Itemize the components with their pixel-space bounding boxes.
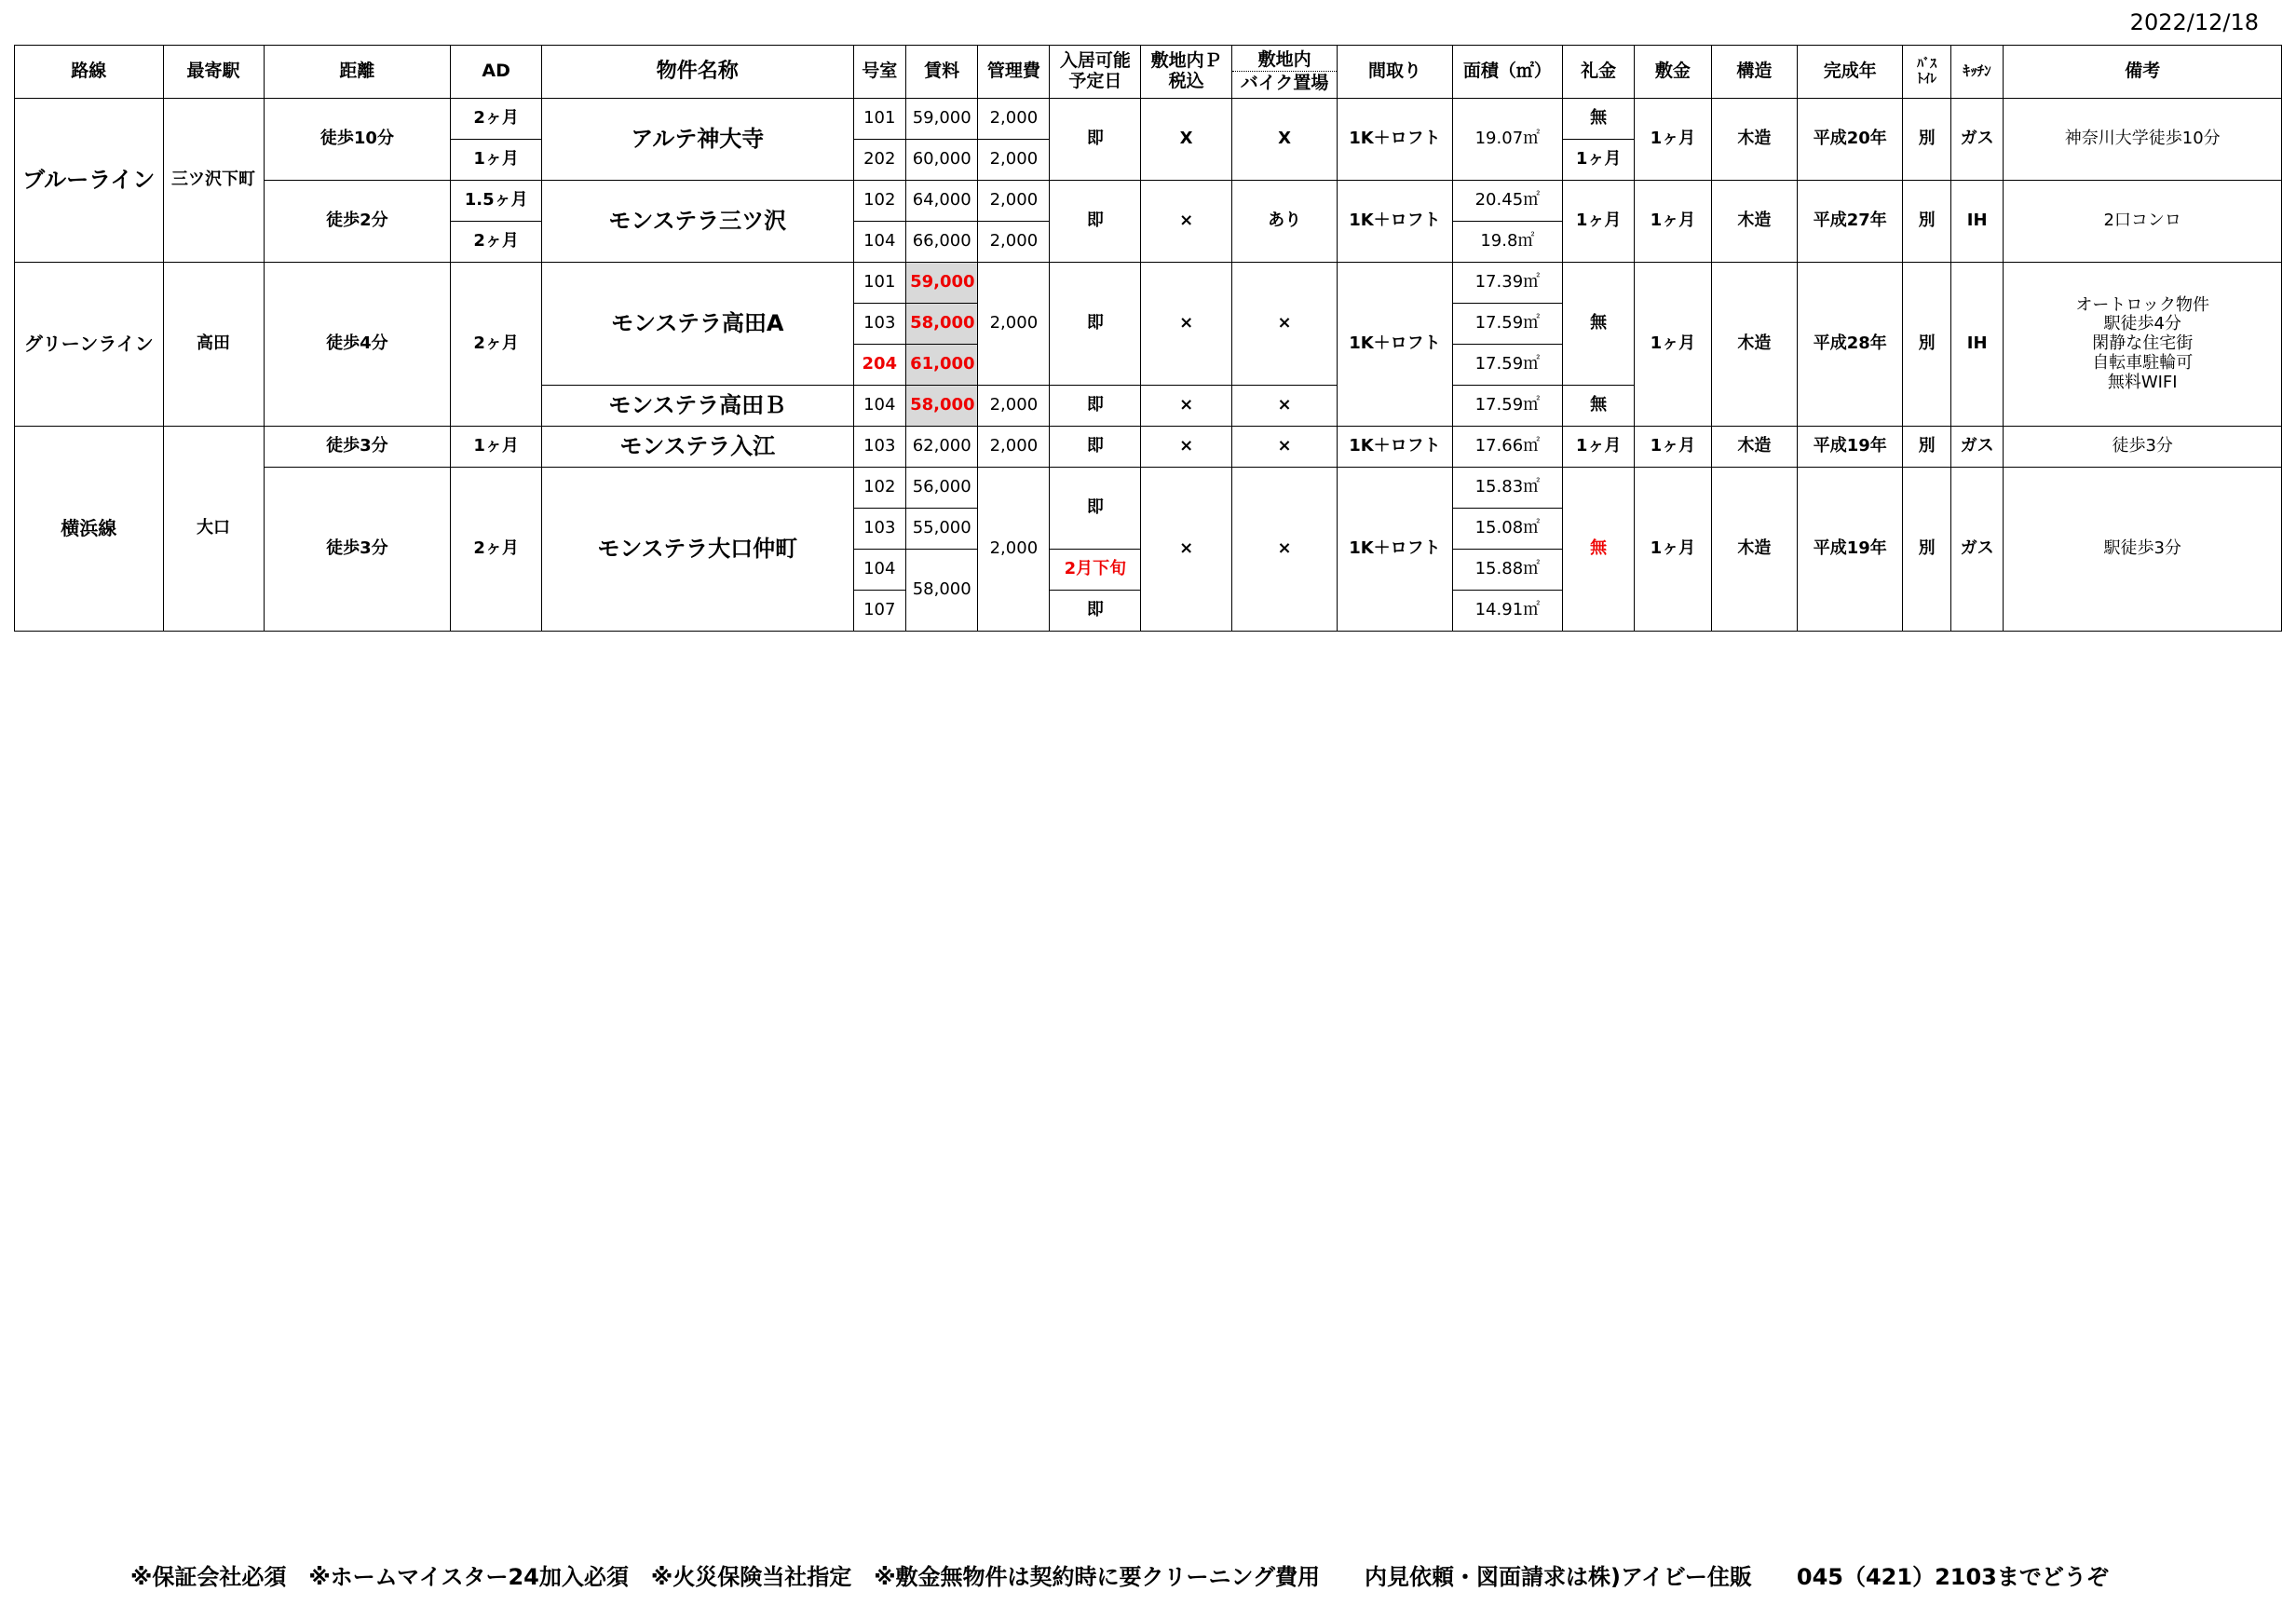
header-structure: 構造 (1711, 46, 1798, 99)
area-cell: 15.08㎡ (1452, 509, 1562, 550)
area-cell: 17.39㎡ (1452, 263, 1562, 304)
fee-cell: 2,000 (978, 140, 1050, 181)
deposit-cell: 1ヶ月 (1635, 427, 1711, 468)
header-bike-line2: バイク置場 (1232, 71, 1337, 94)
distance-cell: 徒歩10分 (264, 99, 451, 181)
kitchen-cell: ガス (1950, 427, 2004, 468)
room-cell: 103 (853, 427, 906, 468)
move-in-cell: 即 (1050, 99, 1141, 181)
property-name-cell: モンステラ高田A (542, 263, 853, 386)
fee-cell: 2,000 (978, 468, 1050, 632)
area-cell: 17.59㎡ (1452, 386, 1562, 427)
rent-cell: 62,000 (906, 427, 978, 468)
header-name: 物件名称 (542, 46, 853, 99)
table-row (15, 427, 2282, 468)
area-cell: 17.66㎡ (1452, 427, 1562, 468)
table-row (15, 181, 2282, 222)
report-date: 2022/12/18 (2129, 9, 2259, 35)
header-kitchen: ｷｯﾁﾝ (1950, 46, 2004, 99)
notes-cell: 神奈川大学徒歩10分 (2004, 99, 2282, 181)
table-row (15, 263, 2282, 304)
property-name-cell: アルテ神大寺 (542, 99, 853, 181)
area-cell: 14.91㎡ (1452, 591, 1562, 632)
header-parking-line2: 税込 (1168, 71, 1204, 91)
kitchen-cell: IH (1950, 181, 2004, 263)
table-row (15, 468, 2282, 509)
station-cell: 高田 (163, 263, 264, 427)
fee-cell: 2,000 (978, 181, 1050, 222)
kitchen-cell: ガス (1950, 468, 2004, 632)
area-cell: 19.07㎡ (1452, 99, 1562, 181)
header-room: 号室 (853, 46, 906, 99)
bike-cell: × (1232, 386, 1338, 427)
distance-cell: 徒歩3分 (264, 427, 451, 468)
distance-cell: 徒歩2分 (264, 181, 451, 263)
parking-cell: × (1141, 427, 1232, 468)
bath-cell: 別 (1903, 427, 1950, 468)
move-in-cell: 即 (1050, 263, 1141, 386)
notes-cell: 徒歩3分 (2004, 427, 2282, 468)
property-name-cell: モンステラ高田Ｂ (542, 386, 853, 427)
area-cell: 15.88㎡ (1452, 550, 1562, 591)
structure-cell: 木造 (1711, 99, 1798, 181)
route-cell: ブルーライン (15, 99, 164, 263)
key-money-cell: 無 (1563, 263, 1635, 386)
header-notes: 備考 (2004, 46, 2282, 99)
rent-cell: 60,000 (906, 140, 978, 181)
layout-cell: 1K＋ロフト (1338, 181, 1453, 263)
fee-cell: 2,000 (978, 99, 1050, 140)
ad-cell: 1.5ヶ月 (451, 181, 542, 222)
footer-notice: ※保証会社必須 ※ホームマイスター24加入必須 ※火災保険当社指定 ※敷金無物件は契約時に要クリーニング費用 内見依頼・図面請求は株)アイビー住販 045（421）2103までどうぞ (130, 1564, 2109, 1590)
deposit-cell: 1ヶ月 (1635, 468, 1711, 632)
distance-cell: 徒歩3分 (264, 468, 451, 632)
bath-cell: 別 (1903, 468, 1950, 632)
rent-cell: 58,000 (906, 304, 978, 345)
header-bike-line1: 敷地内 (1257, 48, 1311, 70)
ad-cell: 1ヶ月 (451, 140, 542, 181)
rent-cell: 56,000 (906, 468, 978, 509)
header-move-in-line2: 予定日 (1068, 71, 1122, 91)
header-fee: 管理費 (978, 46, 1050, 99)
parking-cell: X (1141, 99, 1232, 181)
bath-cell: 別 (1903, 181, 1950, 263)
bath-cell: 別 (1903, 99, 1950, 181)
bike-cell: × (1232, 427, 1338, 468)
move-in-cell: 即 (1050, 181, 1141, 263)
move-in-cell: 2月下旬 (1050, 550, 1141, 591)
route-cell: グリーンライン (15, 263, 164, 427)
header-area: 面積（㎡） (1452, 46, 1562, 99)
layout-cell: 1K＋ロフト (1338, 263, 1453, 427)
room-cell: 103 (853, 304, 906, 345)
ad-cell: 2ヶ月 (451, 468, 542, 632)
header-station: 最寄駅 (163, 46, 264, 99)
header-move-in (1050, 46, 1141, 99)
key-money-cell: 無 (1563, 386, 1635, 427)
rent-cell: 58,000 (906, 386, 978, 427)
header-ad: AD (451, 46, 542, 99)
layout-cell: 1K＋ロフト (1338, 427, 1453, 468)
key-money-cell: 無 (1563, 99, 1635, 140)
area-cell: 15.83㎡ (1452, 468, 1562, 509)
notes-cell: 駅徒歩3分 (2004, 468, 2282, 632)
bath-cell: 別 (1903, 263, 1950, 427)
header-deposit: 敷金 (1635, 46, 1711, 99)
rent-cell: 55,000 (906, 509, 978, 550)
room-cell: 102 (853, 468, 906, 509)
key-money-cell: 1ヶ月 (1563, 181, 1635, 263)
station-cell: 三ツ沢下町 (163, 99, 264, 263)
built-cell: 平成27年 (1798, 181, 1903, 263)
room-cell: 104 (853, 386, 906, 427)
fee-cell: 2,000 (978, 386, 1050, 427)
header-bath: ﾊﾞｽ ﾄｲﾚ (1903, 46, 1950, 99)
header-built: 完成年 (1798, 46, 1903, 99)
rent-cell: 61,000 (906, 345, 978, 386)
header-row (15, 46, 2282, 99)
property-table (14, 45, 2282, 632)
parking-cell: × (1141, 181, 1232, 263)
property-name-cell: モンステラ大口仲町 (542, 468, 853, 632)
area-cell: 17.59㎡ (1452, 345, 1562, 386)
key-money-cell: 1ヶ月 (1563, 427, 1635, 468)
header-key-money: 礼金 (1563, 46, 1635, 99)
move-in-cell: 即 (1050, 427, 1141, 468)
room-cell: 101 (853, 99, 906, 140)
bike-cell: X (1232, 99, 1338, 181)
parking-cell: × (1141, 468, 1232, 632)
room-cell: 103 (853, 509, 906, 550)
rent-cell: 58,000 (906, 550, 978, 632)
fee-cell: 2,000 (978, 263, 1050, 386)
structure-cell: 木造 (1711, 427, 1798, 468)
rent-cell: 59,000 (906, 99, 978, 140)
bike-cell: × (1232, 468, 1338, 632)
built-cell: 平成19年 (1798, 427, 1903, 468)
header-route: 路線 (15, 46, 164, 99)
built-cell: 平成19年 (1798, 468, 1903, 632)
area-cell: 17.59㎡ (1452, 304, 1562, 345)
structure-cell: 木造 (1711, 468, 1798, 632)
fee-cell: 2,000 (978, 222, 1050, 263)
layout-cell: 1K＋ロフト (1338, 99, 1453, 181)
header-move-in-line1: 入居可能 (1059, 50, 1131, 72)
notes-cell: 2口コンロ (2004, 181, 2282, 263)
area-cell: 19.8㎡ (1452, 222, 1562, 263)
fee-cell: 2,000 (978, 427, 1050, 468)
parking-cell: × (1141, 263, 1232, 386)
kitchen-cell: ガス (1950, 99, 2004, 181)
bike-cell: × (1232, 263, 1338, 386)
header-layout: 間取り (1338, 46, 1453, 99)
room-cell: 101 (853, 263, 906, 304)
property-name-cell: モンステラ三ツ沢 (542, 181, 853, 263)
ad-cell: 2ヶ月 (451, 99, 542, 140)
move-in-cell: 即 (1050, 591, 1141, 632)
property-name-cell: モンステラ入江 (542, 427, 853, 468)
kitchen-cell: IH (1950, 263, 2004, 427)
deposit-cell: 1ヶ月 (1635, 181, 1711, 263)
distance-cell: 徒歩4分 (264, 263, 451, 427)
ad-cell: 2ヶ月 (451, 222, 542, 263)
notes-cell: オートロック物件 駅徒歩4分 閑静な住宅街 自転車駐輪可 無料WIFI (2004, 263, 2282, 427)
room-cell: 102 (853, 181, 906, 222)
rent-cell: 64,000 (906, 181, 978, 222)
room-cell: 104 (853, 550, 906, 591)
bike-cell: あり (1232, 181, 1338, 263)
table-row (15, 99, 2282, 140)
route-cell: 横浜線 (15, 427, 164, 632)
structure-cell: 木造 (1711, 181, 1798, 263)
rent-cell: 59,000 (906, 263, 978, 304)
header-parking-line1: 敷地内Ｐ (1150, 50, 1222, 72)
layout-cell: 1K＋ロフト (1338, 468, 1453, 632)
key-money-cell: 1ヶ月 (1563, 140, 1635, 181)
parking-cell: × (1141, 386, 1232, 427)
built-cell: 平成28年 (1798, 263, 1903, 427)
room-cell: 104 (853, 222, 906, 263)
rent-cell: 66,000 (906, 222, 978, 263)
move-in-cell: 即 (1050, 386, 1141, 427)
header-parking (1141, 46, 1232, 99)
move-in-cell: 即 (1050, 468, 1141, 550)
deposit-cell: 1ヶ月 (1635, 99, 1711, 181)
ad-cell: 1ヶ月 (451, 427, 542, 468)
structure-cell: 木造 (1711, 263, 1798, 427)
station-cell: 大口 (163, 427, 264, 632)
header-bike (1232, 46, 1338, 99)
area-cell: 20.45㎡ (1452, 181, 1562, 222)
room-cell: 107 (853, 591, 906, 632)
room-cell: 204 (853, 345, 906, 386)
ad-cell: 2ヶ月 (451, 263, 542, 427)
room-cell: 202 (853, 140, 906, 181)
built-cell: 平成20年 (1798, 99, 1903, 181)
deposit-cell: 1ヶ月 (1635, 263, 1711, 427)
key-money-cell: 無 (1563, 468, 1635, 632)
header-distance: 距離 (264, 46, 451, 99)
header-rent: 賃料 (906, 46, 978, 99)
